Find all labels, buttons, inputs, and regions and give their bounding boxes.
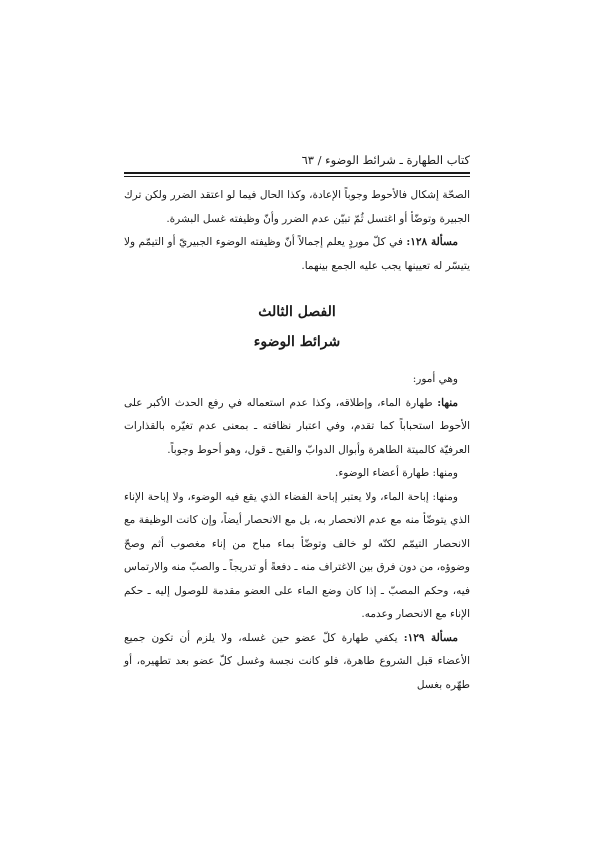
- issue-128: [124, 231, 470, 278]
- condition-text: طهارة أعضاء الوضوء.: [334, 467, 433, 479]
- chapter-heading: الفصل الثالث: [258, 304, 336, 320]
- condition-water-permissibility: [124, 486, 470, 627]
- text-block-main: [124, 368, 470, 697]
- condition-label: منها:: [437, 396, 458, 409]
- issue-128-text: في كلّ موردٍ يعلم إجمالاً أنّ وظيفته الوضوء الجبيريّ أو التيمّم ولا يتيسّر له تعيينها يجب عليه الجمع بينهما.: [124, 236, 470, 272]
- conditions-intro: وهي أمور:: [412, 373, 458, 385]
- condition-text: طهارة الماء، وإطلاقه، وكذا عدم استعماله في رفع الحدث الأكبر على الأحوط استحباباً كما تقدم، وفي اعتبار نظافته ـ بمعنى عدم تغيّره بالقذارات العرفيّة كالميتة الطاهرة وأبوال الدوابّ والقيح ـ قول، وهو أحوط وجوباً.: [124, 396, 470, 456]
- issue-129-text: يكفي طهارة كلّ عضو حين غسله، ولا يلزم أن تكون جميع الأعضاء قبل الشروع طاهرة، فلو كانت نجسة وغسل كلّ عضو بعد تطهيره، أو طهّره بغسل: [124, 631, 470, 691]
- issue-128-label: مسألة ١٢٨:: [406, 236, 458, 248]
- condition-label: ومنها:: [432, 490, 458, 503]
- paragraph-continuation: الصحّة إشكال فالأحوط وجوباً الإعادة، وكذا الحال فيما لو اعتقد الضرر ولكن ترك الجبيرة وتوضّأ أو اغتسل ثُمّ تبيّن عدم الضرر وأنّ وظيفته غسل البشرة.: [124, 189, 470, 225]
- condition-text: إباحة الماء، ولا يعتبر إباحة الفضاء الذي يقع فيه الوضوء، ولا إباحة الإناء الذي يتوضّأ منه مع عدم الانحصار به، بل مع الانحصار أيضاً، وإن كانت الوظيفة مع الانحصار التيمّم لكنّه لو خالف وتوضّأ بماء مباح من إناء مغصوب أثم وصحّ وضوؤه، من دون فرق بين الاغتراف منه ـ دفعةً أو تدريجاً ـ والصبّ منه والارتماس فيه، وحكم المصبّ ـ إذا كان وضع الماء على العضو مقدمة للوصول إليه ـ حكم الإناء مع الانحصار وعدمه.: [124, 490, 470, 620]
- running-header: كتاب الطهارة ـ شرائط الوضوء / ٦٣: [301, 153, 470, 167]
- condition-water-purity: [124, 392, 470, 463]
- condition-limbs-purity: [124, 462, 470, 486]
- issue-129: [124, 627, 470, 698]
- section-heading: شرائط الوضوء: [253, 334, 341, 350]
- header-rule-thick: [124, 172, 470, 174]
- header-rule-thin: [124, 176, 470, 177]
- issue-129-label: مسألة ١٢٩:: [403, 631, 458, 644]
- text-block-top: [124, 184, 470, 278]
- condition-label: ومنها:: [432, 467, 458, 479]
